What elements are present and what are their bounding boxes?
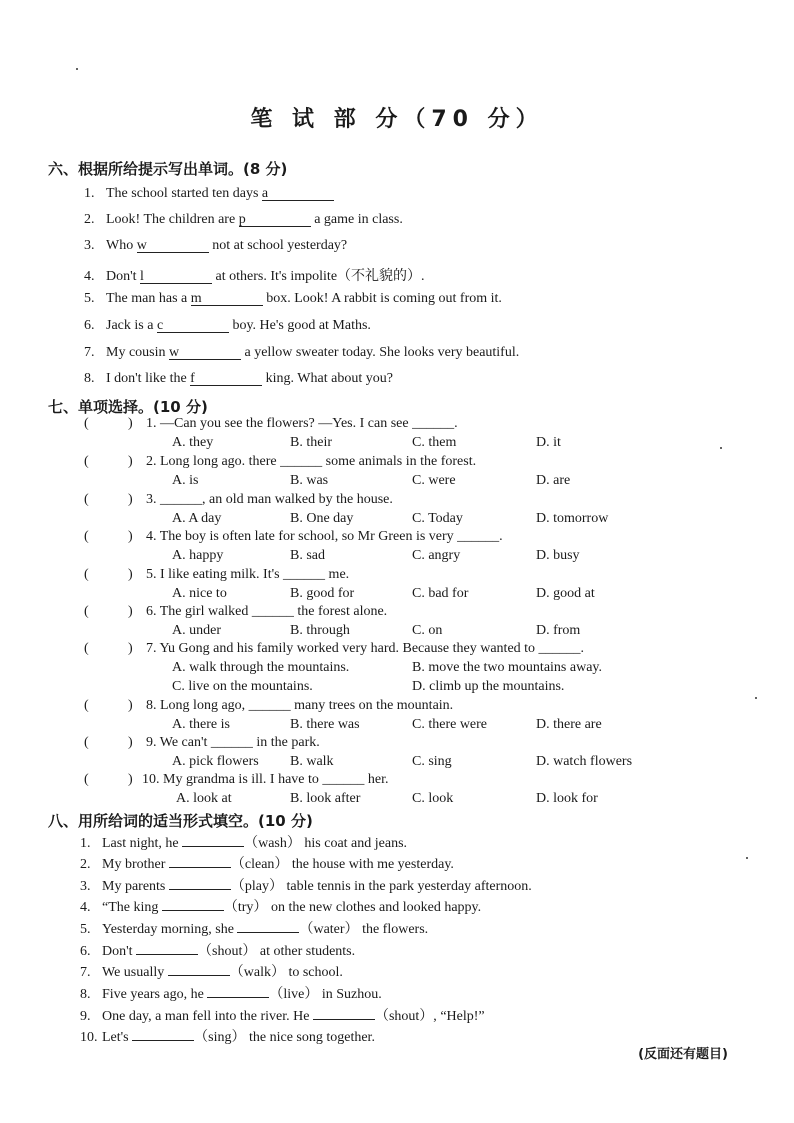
answer-option[interactable]: A. look at — [176, 791, 232, 806]
answer-paren-open: ( — [84, 735, 89, 750]
question-stem — [146, 454, 476, 470]
answer-blank[interactable] — [137, 238, 209, 253]
question-number: 6. — [146, 604, 160, 619]
question-text: —Can you see the flowers? —Yes. I can see ______. — [160, 416, 458, 431]
answer-blank[interactable] — [168, 961, 230, 976]
answer-option[interactable]: D. climb up the mountains. — [412, 679, 565, 694]
answer-option[interactable]: A. is — [172, 473, 199, 488]
question-text: Long long ago. there ______ some animals in the forest. — [160, 454, 477, 469]
fill-word-item — [84, 345, 519, 361]
item-text-before: Don't — [102, 944, 137, 959]
fill-word-item — [84, 291, 502, 307]
answer-paren-open: ( — [84, 416, 89, 431]
item-text-after: the nice song together. — [245, 1030, 375, 1045]
question-number: 9. — [146, 735, 160, 750]
page-title: 笔 试 部 分（70 分） — [250, 107, 544, 132]
question-stem — [146, 641, 584, 657]
answer-option[interactable]: B. walk — [290, 754, 334, 769]
answer-option[interactable]: A. pick flowers — [172, 754, 259, 769]
answer-option[interactable]: A. under — [172, 623, 221, 638]
answer-option[interactable]: D. from — [536, 623, 581, 638]
scan-speck — [755, 697, 757, 699]
verb-hint: （shout）, — [374, 1009, 437, 1024]
answer-option[interactable]: D. busy — [536, 548, 580, 563]
item-number: 1. — [80, 836, 91, 851]
answer-blank[interactable] — [169, 853, 231, 868]
verb-hint: （water） — [299, 922, 359, 937]
answer-option[interactable]: B. sad — [290, 548, 325, 563]
answer-option[interactable]: B. move the two mountains away. — [412, 660, 603, 675]
answer-blank[interactable] — [169, 875, 231, 890]
answer-blank[interactable] — [313, 1005, 375, 1020]
answer-paren-open: ( — [84, 604, 89, 619]
question-stem — [146, 735, 320, 751]
hint-letter: f — [190, 371, 195, 386]
answer-paren-close[interactable]: ) — [128, 567, 133, 582]
answer-blank[interactable] — [191, 291, 263, 306]
item-text-after: the flowers. — [358, 922, 429, 937]
question-stem — [146, 698, 453, 714]
item-text-after: to school. — [284, 965, 343, 980]
answer-paren-close[interactable]: ) — [128, 772, 133, 787]
answer-option[interactable]: D. watch flowers — [536, 754, 633, 769]
verb-form-item — [80, 1026, 375, 1046]
item-text-before: One day, a man fell into the river. He — [102, 1009, 313, 1024]
item-text-before: Who — [106, 238, 137, 253]
item-text-before: Look! The children are — [106, 212, 239, 227]
item-text-after: at other students. — [256, 944, 356, 959]
answer-option[interactable]: A. happy — [172, 548, 224, 563]
item-text-before: Jack is a — [106, 318, 157, 333]
answer-option[interactable]: C. them — [412, 435, 457, 450]
answer-option[interactable]: C. angry — [412, 548, 461, 563]
question-stem — [146, 492, 393, 508]
item-text-after: the house with me yesterday. — [288, 857, 454, 872]
question-number: 2. — [146, 454, 160, 469]
item-number: 8. — [84, 371, 95, 386]
answer-option[interactable]: C. Today — [412, 511, 463, 526]
item-text-after: “Help!” — [436, 1009, 485, 1024]
fill-word-item — [84, 186, 334, 202]
section-8-heading: 八、用所给词的适当形式填空。(10 分) — [48, 812, 313, 830]
verb-form-item — [80, 853, 454, 873]
item-number: 10. — [80, 1030, 98, 1045]
item-number: 6. — [84, 318, 95, 333]
verb-form-item — [80, 983, 382, 1003]
item-text-before: Let's — [102, 1030, 133, 1045]
answer-paren-close[interactable]: ) — [128, 416, 133, 431]
answer-paren-open: ( — [84, 567, 89, 582]
item-text-after: a game in class. — [310, 212, 403, 227]
hint-letter: w — [136, 238, 147, 253]
fill-word-item — [84, 238, 347, 254]
answer-option[interactable]: B. One day — [290, 511, 354, 526]
item-number: 2. — [80, 857, 91, 872]
answer-paren-close[interactable]: ) — [128, 604, 133, 619]
item-text-after: on the new clothes and looked happy. — [267, 900, 482, 915]
answer-paren-close[interactable]: ) — [128, 641, 133, 656]
question-text: I like eating milk. It's ______ me. — [160, 567, 350, 582]
answer-option[interactable]: C. on — [412, 623, 443, 638]
verb-form-item — [80, 961, 343, 981]
question-text: Long long ago, ______ many trees on the mountain. — [160, 698, 454, 713]
item-text-after: at others. It's impolite（不礼貌的）. — [212, 269, 425, 284]
fill-word-item — [84, 371, 393, 387]
answer-paren-close[interactable]: ) — [128, 492, 133, 507]
verb-hint: （sing） — [194, 1030, 246, 1045]
answer-option[interactable]: B. good for — [290, 586, 355, 601]
hint-letter: a — [261, 186, 269, 201]
item-text-after: not at school yesterday? — [208, 238, 348, 253]
item-number: 5. — [84, 291, 95, 306]
verb-hint: （shout） — [198, 944, 257, 959]
question-text: The boy is often late for school, so Mr Green is very ______. — [159, 529, 503, 544]
answer-option[interactable]: B. look after — [290, 791, 361, 806]
item-text-before: Yesterday morning, she — [102, 922, 238, 937]
answer-blank[interactable] — [132, 1026, 194, 1041]
item-text-before: The man has a — [106, 291, 191, 306]
item-number: 3. — [80, 879, 91, 894]
question-stem — [146, 567, 349, 583]
verb-hint: （play） — [230, 879, 283, 894]
answer-blank[interactable] — [182, 832, 244, 847]
fill-word-item — [84, 318, 371, 334]
scan-speck — [746, 857, 748, 859]
item-number: 4. — [84, 269, 95, 284]
answer-option[interactable]: D. are — [536, 473, 571, 488]
answer-paren-close[interactable]: ) — [128, 454, 133, 469]
verb-hint: （walk） — [229, 965, 285, 980]
answer-paren-close[interactable]: ) — [128, 735, 133, 750]
verb-form-item — [80, 875, 532, 895]
item-text-after: boy. He's good at Maths. — [228, 318, 371, 333]
answer-blank[interactable] — [136, 940, 198, 955]
fill-word-item — [84, 265, 425, 285]
item-text-after: table tennis in the park yesterday afternoon. — [283, 879, 532, 894]
item-text-after: box. Look! A rabbit is coming out from it. — [262, 291, 502, 306]
question-stem — [146, 529, 503, 545]
item-text-after: in Suzhou. — [318, 987, 382, 1002]
answer-paren-close[interactable]: ) — [128, 529, 133, 544]
answer-option[interactable]: D. tomorrow — [536, 511, 609, 526]
item-text-before: My cousin — [106, 345, 169, 360]
item-text-before: I don't like the — [106, 371, 191, 386]
verb-form-item — [80, 940, 355, 960]
answer-blank[interactable] — [140, 269, 212, 284]
item-number: 6. — [80, 944, 91, 959]
verb-form-item — [80, 832, 407, 852]
answer-paren-open: ( — [84, 529, 89, 544]
section-7-heading: 七、单项选择。(10 分) — [48, 398, 208, 416]
verb-form-item — [80, 896, 481, 916]
hint-letter: c — [156, 318, 164, 333]
question-stem — [146, 604, 387, 620]
answer-blank[interactable] — [262, 186, 334, 201]
item-number: 9. — [80, 1009, 91, 1024]
answer-blank[interactable] — [239, 212, 311, 227]
answer-blank[interactable] — [190, 371, 262, 386]
scan-speck — [76, 68, 78, 70]
verb-hint: （try） — [223, 900, 268, 915]
answer-option[interactable]: A. walk through the mountains. — [172, 660, 350, 675]
question-stem — [142, 772, 389, 788]
question-number: 5. — [146, 567, 160, 582]
answer-option[interactable]: D. it — [536, 435, 561, 450]
item-text-before: The school started ten days — [106, 186, 262, 201]
question-text: Yu Gong and his family worked very hard. Because they wanted to ______. — [159, 641, 585, 656]
item-number: 1. — [84, 186, 95, 201]
answer-option[interactable]: A. nice to — [172, 586, 227, 601]
footer-note: (反面还有题目) — [638, 1047, 728, 1062]
answer-option[interactable]: C. were — [412, 473, 456, 488]
answer-paren-open: ( — [84, 492, 89, 507]
answer-option[interactable]: B. was — [290, 473, 329, 488]
answer-paren-open: ( — [84, 641, 89, 656]
item-text-before: “The king — [102, 900, 162, 915]
item-number: 8. — [80, 987, 91, 1002]
answer-option[interactable]: B. their — [290, 435, 332, 450]
answer-blank[interactable] — [162, 896, 224, 911]
verb-hint: （wash） — [244, 836, 301, 851]
item-text-after: his coat and jeans. — [300, 836, 408, 851]
verb-form-item — [80, 918, 428, 938]
verb-hint: （clean） — [230, 857, 289, 872]
answer-option[interactable]: D. look for — [536, 791, 598, 806]
question-text: ______, an old man walked by the house. — [160, 492, 393, 507]
answer-option[interactable]: D. there are — [536, 717, 602, 732]
answer-paren-open: ( — [84, 772, 89, 787]
answer-blank[interactable] — [207, 983, 269, 998]
answer-option[interactable]: A. there is — [172, 717, 230, 732]
question-text: The girl walked ______ the forest alone. — [159, 604, 388, 619]
answer-blank[interactable] — [157, 318, 229, 333]
item-text-before: Don't — [106, 269, 141, 284]
item-number: 5. — [80, 922, 91, 937]
answer-option[interactable]: D. good at — [536, 586, 595, 601]
verb-form-item — [80, 1005, 485, 1025]
answer-option[interactable]: C. there were — [412, 717, 488, 732]
question-number: 7. — [146, 641, 160, 656]
item-number: 2. — [84, 212, 95, 227]
question-number: 4. — [146, 529, 160, 544]
answer-option[interactable]: C. bad for — [412, 586, 469, 601]
question-number: 3. — [146, 492, 160, 507]
answer-option[interactable]: C. live on the mountains. — [172, 679, 313, 694]
answer-blank[interactable] — [169, 345, 241, 360]
hint-letter: l — [140, 269, 144, 284]
section-6-heading: 六、根据所给提示写出单词。(8 分) — [48, 160, 288, 178]
hint-letter: p — [238, 212, 246, 227]
item-text-before: Last night, he — [102, 836, 183, 851]
question-number: 10. — [142, 772, 163, 787]
question-number: 1. — [146, 416, 160, 431]
answer-option[interactable]: B. there was — [290, 717, 360, 732]
answer-option[interactable]: B. through — [290, 623, 350, 638]
question-text: We can't ______ in the park. — [159, 735, 320, 750]
item-text-after: a yellow sweater today. She looks very beautiful. — [241, 345, 520, 360]
answer-option[interactable]: A. they — [172, 435, 214, 450]
question-text: My grandma is ill. I have to ______ her. — [163, 772, 389, 787]
item-text-before: My brother — [102, 857, 169, 872]
item-number: 3. — [84, 238, 95, 253]
item-text-before: My parents — [102, 879, 169, 894]
verb-hint: （live） — [269, 987, 319, 1002]
item-text-after: king. What about you? — [262, 371, 393, 386]
item-number: 4. — [80, 900, 91, 915]
answer-paren-open: ( — [84, 454, 89, 469]
answer-option[interactable]: C. sing — [412, 754, 452, 769]
question-stem — [146, 416, 458, 432]
scan-speck — [720, 447, 722, 449]
answer-blank[interactable] — [237, 918, 299, 933]
item-number: 7. — [80, 965, 91, 980]
item-text-before: We usually — [102, 965, 168, 980]
answer-option[interactable]: A. A day — [172, 511, 222, 526]
question-number: 8. — [146, 698, 160, 713]
fill-word-item — [84, 212, 403, 228]
answer-paren-open: ( — [84, 698, 89, 713]
item-number: 7. — [84, 345, 95, 360]
answer-paren-close[interactable]: ) — [128, 698, 133, 713]
hint-letter: m — [190, 291, 202, 306]
item-text-before: Five years ago, he — [102, 987, 208, 1002]
hint-letter: w — [169, 345, 180, 360]
answer-option[interactable]: C. look — [412, 791, 454, 806]
